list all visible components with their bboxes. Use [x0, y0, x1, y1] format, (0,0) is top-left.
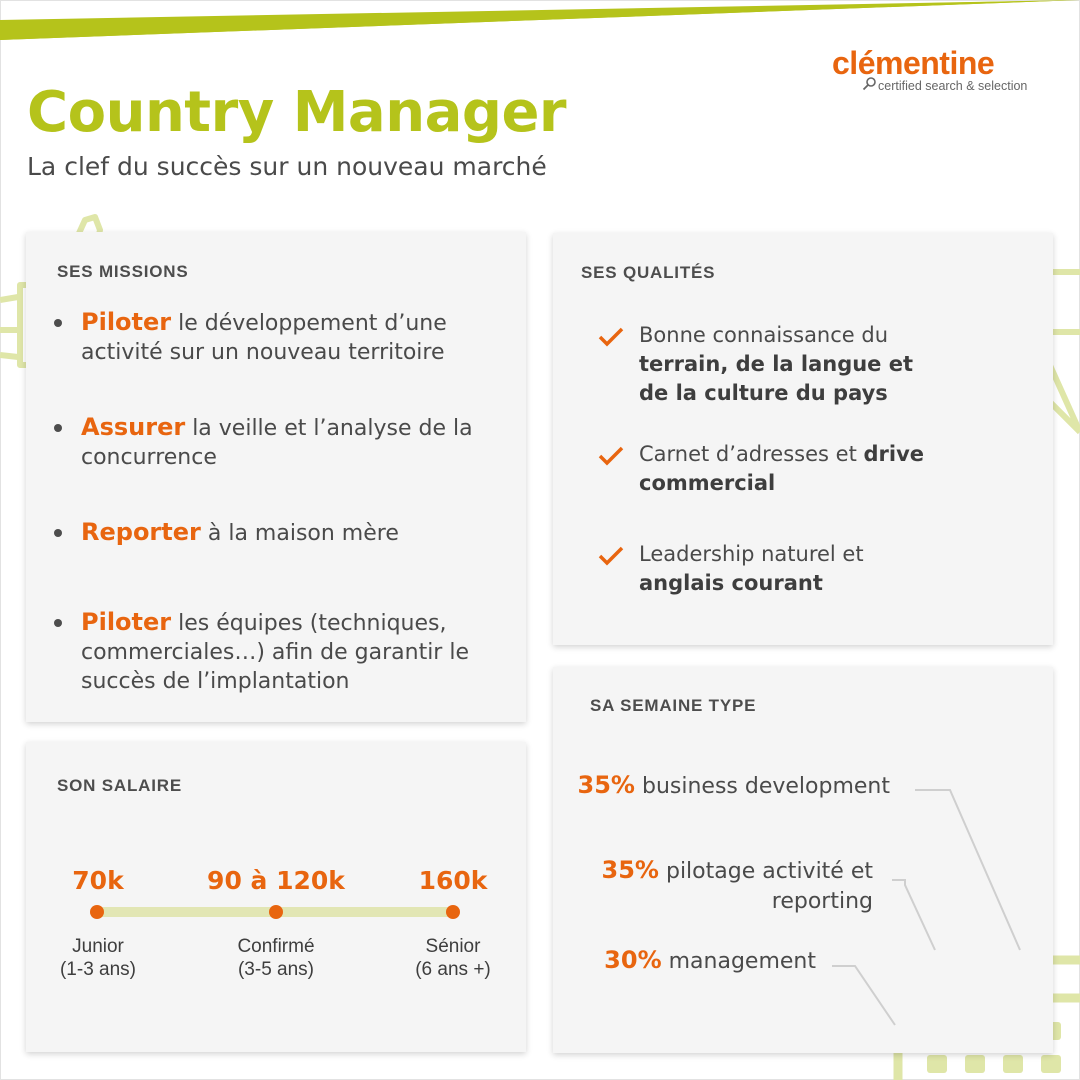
quality-text: Bonne connaissance du — [639, 323, 889, 347]
missions-title: SES MISSIONS — [57, 262, 189, 281]
salary-point — [90, 905, 104, 919]
salary-level — [196, 935, 356, 981]
salary-point — [446, 905, 460, 919]
page-subtitle: La clef du succès sur un nouveau marché — [27, 152, 547, 181]
salary-level-range: (6 ans +) — [415, 959, 491, 980]
logo-tagline: certified search & selection — [878, 79, 1028, 93]
quality-text: Carnet d’adresses et — [639, 442, 857, 466]
bullet-icon — [54, 619, 62, 627]
salary-point — [269, 905, 283, 919]
mission-text: à la maison mère — [207, 521, 399, 546]
quality-item — [598, 540, 918, 600]
salary-level-name: Confirmé — [237, 936, 315, 957]
bullet-icon — [54, 319, 62, 327]
page-title: Country Manager — [27, 80, 567, 145]
week-percent: 30% — [604, 946, 662, 974]
check-icon — [598, 445, 624, 467]
qualities-title: SES QUALITÉS — [581, 263, 716, 282]
quality-bold: terrain, de la langue et de la culture du pays — [639, 352, 914, 405]
week-percent: 35% — [601, 856, 659, 884]
salary-level-range: (3-5 ans) — [237, 959, 315, 980]
mission-item — [54, 413, 494, 473]
mission-item — [54, 518, 494, 548]
salary-level-name: Sénior — [425, 936, 481, 957]
salary-value: 70k — [72, 866, 124, 895]
quality-bold: anglais courant — [639, 571, 823, 595]
mission-item — [54, 308, 494, 368]
week-item — [560, 945, 816, 977]
week-percent: 35% — [577, 771, 635, 799]
salary-value: 160k — [418, 866, 488, 895]
mission-verb: Assurer — [81, 413, 186, 441]
quality-bold: drive commercial — [639, 442, 925, 495]
mission-text: la veille et l’analyse de la concurrence — [81, 416, 473, 470]
week-item — [560, 855, 873, 917]
week-text: pilotage activité et — [665, 859, 873, 884]
mission-verb: Piloter — [81, 308, 172, 336]
salary-level — [373, 935, 533, 981]
week-item — [560, 770, 890, 802]
week-title: SA SEMAINE TYPE — [590, 696, 757, 715]
salary-value: 90 à 120k — [207, 866, 345, 895]
quality-text: Leadership naturel et — [639, 542, 864, 566]
mission-text: les équipes (techniques, commerciales…) afin de garantir le succès de l’implantation — [81, 611, 469, 694]
week-text-2: reporting — [771, 889, 873, 914]
mission-verb: Reporter — [81, 518, 201, 546]
salary-level-range: (1-3 ans) — [59, 959, 137, 980]
mission-text: le développement d’une activité sur un nouveau territoire — [81, 311, 447, 365]
salary-level — [18, 935, 178, 981]
bullet-icon — [54, 529, 62, 537]
week-text: business development — [641, 774, 890, 799]
salary-scale — [86, 900, 466, 924]
quality-item — [598, 440, 925, 500]
logo-wordmark: clémentine — [832, 45, 995, 81]
week-text: management — [668, 949, 816, 974]
top-band — [0, 0, 1080, 40]
magnifier-icon — [862, 76, 878, 92]
brand-logo — [832, 44, 1042, 96]
mission-verb: Piloter — [81, 608, 172, 636]
quality-item — [598, 321, 918, 411]
check-icon — [598, 326, 624, 348]
salary-level-name: Junior — [72, 936, 124, 957]
mission-item — [54, 608, 494, 698]
salary-title: SON SALAIRE — [57, 776, 182, 795]
check-icon — [598, 545, 624, 567]
bullet-icon — [54, 424, 62, 432]
